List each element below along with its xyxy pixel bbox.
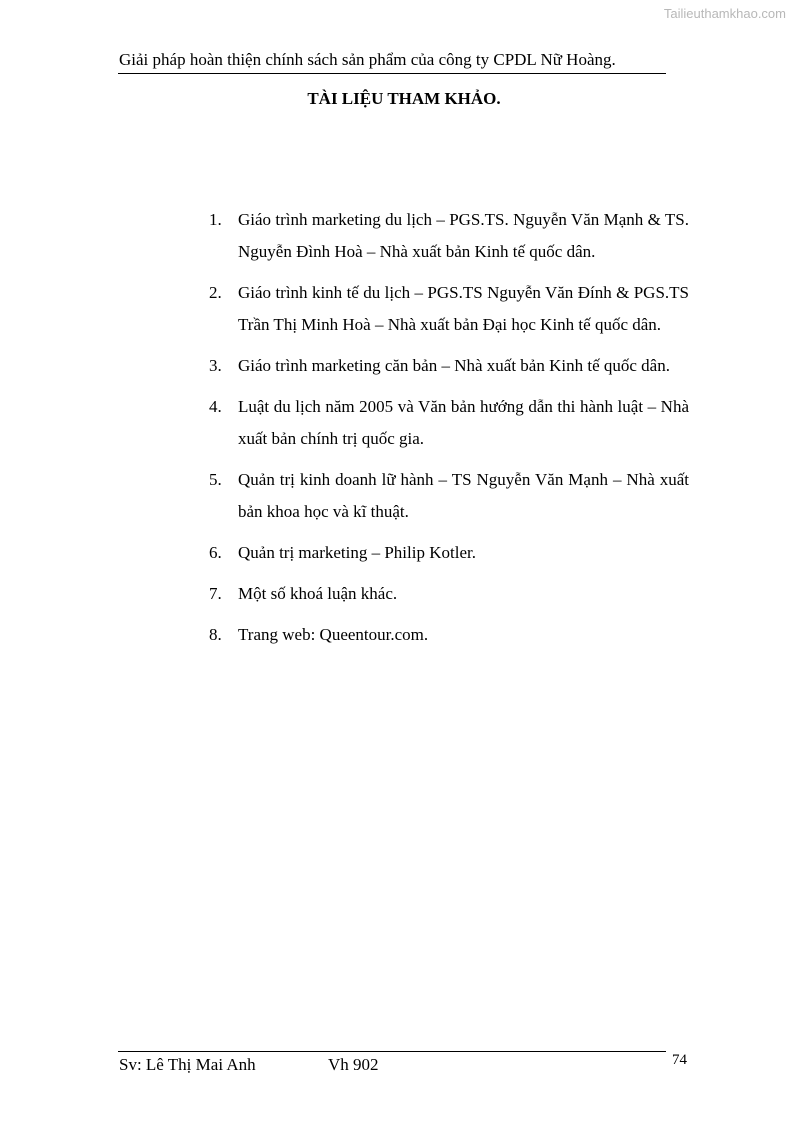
reference-number: 3. bbox=[209, 356, 222, 375]
reference-item bbox=[209, 391, 689, 455]
reference-item bbox=[209, 537, 689, 569]
footer-class-code: Vh 902 bbox=[328, 1055, 379, 1074]
reference-item bbox=[209, 464, 689, 528]
footer-student-name: Sv: Lê Thị Mai Anh bbox=[119, 1055, 256, 1074]
reference-text: Giáo trình marketing du lịch – PGS.TS. Nguyễn Văn Mạnh & TS. Nguyễn Đình Hoà – Nhà xuất bản Kinh tế quốc dân. bbox=[238, 210, 689, 261]
running-header: Giải pháp hoàn thiện chính sách sản phẩm của công ty CPDL Nữ Hoàng. bbox=[119, 50, 616, 69]
reference-item bbox=[209, 204, 689, 268]
reference-item bbox=[209, 350, 689, 382]
reference-number: 2. bbox=[209, 283, 222, 302]
reference-number: 6. bbox=[209, 543, 222, 562]
reference-number: 7. bbox=[209, 584, 222, 603]
reference-item bbox=[209, 578, 689, 610]
reference-item bbox=[209, 619, 689, 651]
reference-number: 1. bbox=[209, 210, 222, 229]
reference-list bbox=[209, 204, 689, 660]
reference-number: 5. bbox=[209, 470, 222, 489]
header-divider bbox=[118, 73, 666, 74]
section-title: TÀI LIỆU THAM KHẢO. bbox=[307, 89, 501, 108]
reference-item bbox=[209, 277, 689, 341]
reference-text: Giáo trình kinh tế du lịch – PGS.TS Nguyễn Văn Đính & PGS.TS Trần Thị Minh Hoà – Nhà xuất bản Đại học Kinh tế quốc dân. bbox=[238, 283, 689, 334]
reference-text: Quản trị marketing – Philip Kotler. bbox=[238, 543, 476, 562]
watermark: Tailieuthamkhao.com bbox=[663, 6, 786, 21]
reference-text: Một số khoá luận khác. bbox=[238, 584, 398, 603]
footer-divider bbox=[118, 1051, 666, 1052]
reference-text: Quản trị kinh doanh lữ hành – TS Nguyễn Văn Mạnh – Nhà xuất bản khoa học và kĩ thuật. bbox=[238, 470, 689, 521]
reference-text: Luật du lịch năm 2005 và Văn bản hướng dẫn thi hành luật – Nhà xuất bản chính trị quốc gia. bbox=[238, 397, 689, 448]
reference-number: 8. bbox=[209, 625, 222, 644]
reference-number: 4. bbox=[209, 397, 222, 416]
reference-text: Trang web: Queentour.com. bbox=[238, 625, 429, 644]
page-number: 74 bbox=[672, 1052, 687, 1068]
reference-text: Giáo trình marketing căn bản – Nhà xuất bản Kinh tế quốc dân. bbox=[238, 356, 670, 375]
